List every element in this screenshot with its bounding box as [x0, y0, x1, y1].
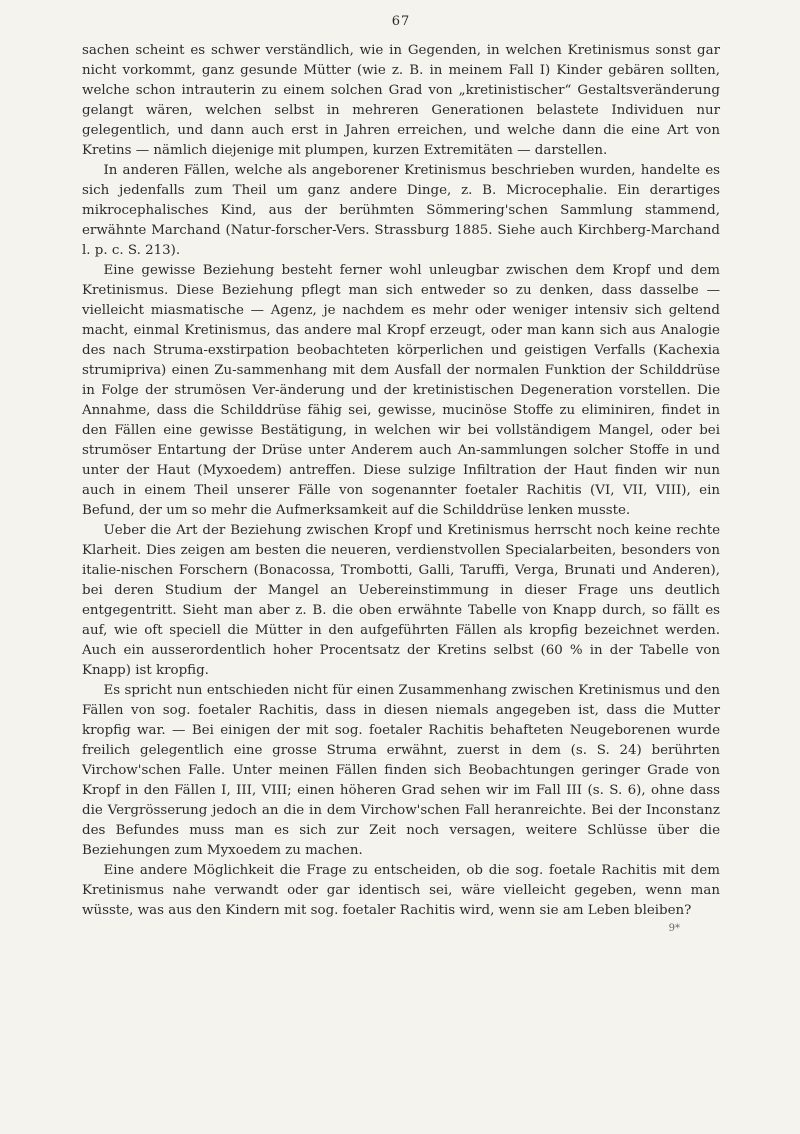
paragraph: Eine gewisse Beziehung besteht ferner wohl unleugbar zwischen dem Kropf und dem Kretinismus. Diese Beziehung pflegt man sich entweder so zu denken, dass dasselbe — vielleicht miasmatische — Agenz, je nachdem es mehr oder weniger intensiv sich geltend macht, einmal Kretinismus, das andere mal Kropf erzeugt, oder man kann sich aus Analogie des nach Struma-exstirpation beobachteten körperlichen und geistigen Verfalls (Kachexia strumipriva) einen Zu-sammenhang mit dem Ausfall der normalen Funktion der Schilddrüse in Folge der strumösen Ver-änderung und der kretinistischen Degeneration vorstellen. Die Annahme, dass die Schilddrüse fähig sei, gewisse, mucinöse Stoffe zu eliminiren, findet in den Fällen eine gewisse Bestätigung, in welchen wir bei vollständigem Mangel, oder bei strumöser Entartung der Drüse unter Anderem auch An-sammlungen solcher Stoffe in und unter der Haut (Myxoedem) antreffen. Diese sulzige Infiltration der Haut finden wir nun auch in einem Theil unserer Fälle von sogenannter foetaler Rachitis (VI, VII, VIII), ein Befund, der um so mehr die Aufmerksamkeit auf die Schilddrüse lenken musste. — [82, 263, 720, 518]
signature-mark: 9* — [668, 923, 680, 934]
paragraph: Eine andere Möglichkeit die Frage zu entscheiden, ob die sog. foetale Rachitis mit dem Kretinismus nahe verwandt oder gar identisch sei, wäre vielleicht gegeben, wenn man wüsste, was aus den Kindern mit sog. foetaler Rachitis wird, wenn sie am Leben bleiben? — [82, 863, 720, 918]
paragraph: In anderen Fällen, welche als angeborener Kretinismus beschrieben wurden, handelte es sich jedenfalls zum Theil um ganz andere Dinge, z. B. Microcephalie. Ein derartiges mikrocephalisches Kind, aus der berühmten Sömmering'schen Sammlung stammend, erwähnte Marchand (Natur-forscher-Vers. Strassburg 1885. Siehe auch Kirchberg-Marchand l. p. c. S. 213). — [82, 163, 720, 258]
paragraph: Es spricht nun entschieden nicht für einen Zusammenhang zwischen Kretinismus und den Fällen von sog. foetaler Rachitis, dass in diesen niemals angegeben ist, dass die Mutter kropfig war. — Bei einigen der mit sog. foetaler Rachitis behafteten Neugeborenen wurde freilich gelegentlich eine grosse Struma erwähnt, zuerst in dem (s. S. 24) berührten Virchow'schen Falle. Unter meinen Fällen finden sich Beobachtungen geringer Grade von Kropf in den Fällen I, III, VIII; einen höheren Grad sehen wir im Fall III (s. S. 6), ohne dass die Vergrösserung jedoch an die in dem Virchow'schen Fall heranreichte. Bei der Inconstanz des Befundes muss man es sich zur Zeit noch versagen, weitere Schlüsse über die Beziehungen zum Myxoedem zu machen. — [82, 683, 720, 858]
paragraph: Ueber die Art der Beziehung zwischen Kropf und Kretinismus herrscht noch keine rechte Klarheit. Dies zeigen am besten die neueren, verdienstvollen Specialarbeiten, besonders von italie-nischen Forschern (Bonacossa, Trombotti, Galli, Taruffi, Verga, Brunati und Anderen), bei deren Studium der Mangel an Uebereinstimmung in dieser Frage uns deutlich entgegentritt. Sieht man aber z. B. die oben erwähnte Tabelle von Knapp durch, so fällt es auf, wie oft speciell die Mütter in den aufgeführten Fällen als kropfig bezeichnet werden. Auch ein ausserordentlich hoher Procentsatz der Kretins selbst (60 % in der Tabelle von Knapp) ist kropfig. — [82, 523, 720, 678]
page-number: 67 — [391, 14, 411, 29]
paragraph: sachen scheint es schwer verständlich, wie in Gegenden, in welchen Kretinismus sonst gar nicht vorkommt, ganz gesunde Mütter (wie z. B. in meinem Fall I) Kinder gebären sollten, welche schon intrauterin zu einem solchen Grad von „kretinistischer“ Gestaltsveränderung gelangt wären, welchen selbst in mehreren Generationen belastete Individuen nur gelegentlich, und dann auch erst in Jahren erreichen, und welche dann die eine Art von Kretins — nämlich diejenige mit plumpen, kurzen Extremitäten — darstellen. — [82, 43, 720, 158]
body-text — [82, 41, 720, 921]
